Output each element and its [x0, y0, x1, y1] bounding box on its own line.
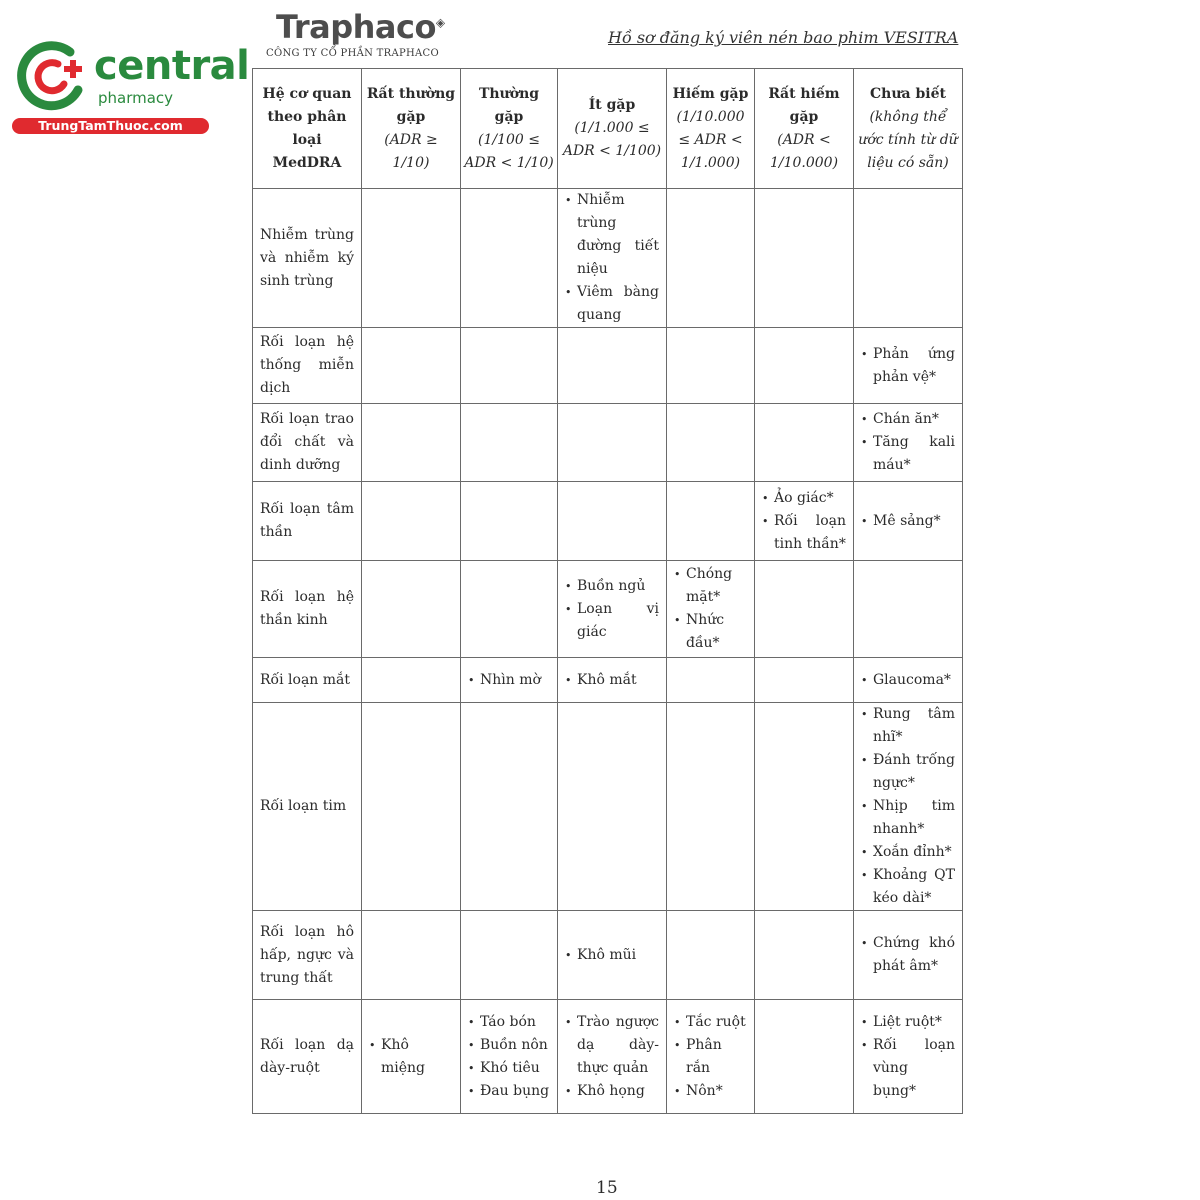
document-title: Hồ sơ đăng ký viên nén bao phim VESITRA [608, 28, 959, 47]
frequency-cell [854, 328, 963, 404]
frequency-cell [362, 911, 461, 1000]
reaction-item: • Chóng mặt* [674, 563, 747, 609]
frequency-cell [755, 911, 854, 1000]
reaction-list [565, 189, 659, 327]
column-header: Hiếm gặp (1/10.000 ≤ ADR < 1/1.000) [667, 69, 755, 189]
reaction-item: • Glaucoma* [861, 669, 955, 692]
reaction-item: • Nhiễm trùng đường tiết niệu [565, 189, 659, 281]
reaction-item: • Đánh trống ngực* [861, 749, 955, 795]
frequency-cell [854, 404, 963, 482]
reaction-list [565, 1011, 659, 1103]
company-full-name: CÔNG TY CỔ PHẦN TRAPHACO [266, 48, 439, 59]
reaction-item: • Phản ứng phản vệ* [861, 343, 955, 389]
reaction-item: • Nôn* [674, 1080, 747, 1103]
frequency-cell [755, 1000, 854, 1114]
frequency-cell [667, 482, 755, 561]
reaction-item: • Nhức đầu* [674, 609, 747, 655]
table-body [253, 189, 963, 1114]
reaction-list [861, 932, 955, 978]
reaction-item: • Nhịp tim nhanh* [861, 795, 955, 841]
brand-mark-icon: ◈ [435, 15, 445, 30]
column-header: Chưa biết (không thể ước tính từ dữ liệu có sẵn) [854, 69, 963, 189]
frequency-cell [667, 658, 755, 703]
frequency-cell [755, 658, 854, 703]
frequency-cell [558, 561, 667, 658]
table-row [253, 561, 963, 658]
frequency-cell [461, 911, 558, 1000]
frequency-cell [854, 911, 963, 1000]
frequency-cell [558, 911, 667, 1000]
logo-site-url: TrungTamThuoc.com [12, 118, 209, 134]
reaction-item: • Rối loạn vùng bụng* [861, 1034, 955, 1103]
logo-sub-name: pharmacy [98, 89, 174, 107]
reaction-list [674, 1011, 747, 1103]
central-pharmacy-logo [12, 36, 250, 136]
page-number: 15 [596, 1178, 618, 1198]
frequency-cell [755, 561, 854, 658]
reaction-item: • Đau bụng [468, 1080, 550, 1103]
column-header: Thường gặp (1/100 ≤ ADR < 1/10) [461, 69, 558, 189]
reaction-item: • Xoắn đỉnh* [861, 841, 955, 864]
pharmacy-cross-logo-icon [12, 38, 92, 118]
reaction-item: • Khô mũi [565, 944, 659, 967]
reaction-item: • Ảo giác* [762, 487, 846, 510]
reaction-item: • Táo bón [468, 1011, 550, 1034]
reaction-item: • Chứng khó phát âm* [861, 932, 955, 978]
reaction-item: • Tắc ruột [674, 1011, 747, 1034]
reaction-item: • Tăng kali máu* [861, 431, 955, 477]
frequency-cell [362, 482, 461, 561]
organ-system-cell: Rối loạn hô hấp, ngực và trung thất [253, 911, 362, 1000]
reaction-list [861, 1011, 955, 1103]
logo-brand-name: central [94, 43, 250, 89]
reaction-list [674, 563, 747, 655]
frequency-cell [667, 911, 755, 1000]
frequency-cell [362, 189, 461, 328]
reaction-list [369, 1034, 453, 1080]
reaction-list [565, 669, 659, 692]
frequency-cell [667, 328, 755, 404]
column-header: Rất thường gặp (ADR ≥ 1/10) [362, 69, 461, 189]
frequency-cell [755, 482, 854, 561]
reaction-list [565, 944, 659, 967]
table-row [253, 328, 963, 404]
reaction-item: • Chán ăn* [861, 408, 955, 431]
adverse-reaction-table [252, 68, 963, 1114]
frequency-cell [854, 658, 963, 703]
company-brand [276, 8, 445, 46]
reaction-list [565, 575, 659, 644]
frequency-cell [362, 658, 461, 703]
frequency-cell [461, 328, 558, 404]
frequency-cell [667, 404, 755, 482]
frequency-cell [362, 1000, 461, 1114]
reaction-list [861, 703, 955, 910]
reaction-item: • Rối loạn tinh thần* [762, 510, 846, 556]
reaction-item: • Buồn nôn [468, 1034, 550, 1057]
frequency-cell [558, 404, 667, 482]
frequency-cell [362, 703, 461, 911]
table-header-row [253, 69, 963, 189]
reaction-item: • Buồn ngủ [565, 575, 659, 598]
organ-system-cell: Rối loạn trao đổi chất và dinh dưỡng [253, 404, 362, 482]
frequency-cell [558, 482, 667, 561]
frequency-cell [558, 328, 667, 404]
reaction-item: • Loạn vị giác [565, 598, 659, 644]
frequency-cell [755, 703, 854, 911]
frequency-cell [854, 561, 963, 658]
table-row [253, 1000, 963, 1114]
frequency-cell [854, 703, 963, 911]
frequency-cell [667, 703, 755, 911]
frequency-cell [461, 658, 558, 703]
table-row [253, 404, 963, 482]
frequency-cell [667, 1000, 755, 1114]
frequency-cell [362, 561, 461, 658]
frequency-cell [461, 703, 558, 911]
table-row [253, 703, 963, 911]
table-row [253, 911, 963, 1000]
reaction-item: • Khoảng QT kéo dài* [861, 864, 955, 910]
reaction-list [861, 669, 955, 692]
frequency-cell [854, 482, 963, 561]
reaction-item: • Viêm bàng quang [565, 281, 659, 327]
reaction-item: • Rung tâm nhĩ* [861, 703, 955, 749]
reaction-list [861, 343, 955, 389]
column-header: Ít gặp (1/1.000 ≤ ADR < 1/100) [558, 69, 667, 189]
reaction-item: • Nhìn mờ [468, 669, 550, 692]
frequency-cell [558, 1000, 667, 1114]
company-brand-text: Traphaco [276, 8, 436, 46]
reaction-item: • Khô họng [565, 1080, 659, 1103]
frequency-cell [558, 658, 667, 703]
organ-system-cell: Rối loạn dạ dày-ruột [253, 1000, 362, 1114]
organ-system-cell: Rối loạn mắt [253, 658, 362, 703]
table-row [253, 658, 963, 703]
frequency-cell [854, 189, 963, 328]
frequency-cell [461, 482, 558, 561]
reaction-item: • Khô miệng [369, 1034, 453, 1080]
frequency-cell [755, 404, 854, 482]
frequency-cell [667, 189, 755, 328]
reaction-list [468, 669, 550, 692]
reaction-item: • Khó tiêu [468, 1057, 550, 1080]
frequency-cell [461, 404, 558, 482]
reaction-list [861, 510, 955, 533]
frequency-cell [461, 1000, 558, 1114]
frequency-cell [854, 1000, 963, 1114]
frequency-cell [667, 561, 755, 658]
table-row [253, 482, 963, 561]
organ-system-cell: Rối loạn tim [253, 703, 362, 911]
organ-system-cell: Rối loạn hệ thống miễn dịch [253, 328, 362, 404]
frequency-cell [755, 328, 854, 404]
column-header: Rất hiếm gặp (ADR < 1/10.000) [755, 69, 854, 189]
reaction-item: • Khô mắt [565, 669, 659, 692]
reaction-list [861, 408, 955, 477]
column-header: Hệ cơ quan theo phân loại MedDRA [253, 69, 362, 189]
frequency-cell [755, 189, 854, 328]
reaction-item: • Phân rắn [674, 1034, 747, 1080]
organ-system-cell: Nhiễm trùng và nhiễm ký sinh trùng [253, 189, 362, 328]
frequency-cell [558, 189, 667, 328]
reaction-list [468, 1011, 550, 1103]
table-row [253, 189, 963, 328]
reaction-item: • Mê sảng* [861, 510, 955, 533]
frequency-cell [362, 328, 461, 404]
frequency-cell [362, 404, 461, 482]
organ-system-cell: Rối loạn tâm thần [253, 482, 362, 561]
reaction-list [762, 487, 846, 556]
frequency-cell [461, 561, 558, 658]
frequency-cell [461, 189, 558, 328]
organ-system-cell: Rối loạn hệ thần kinh [253, 561, 362, 658]
reaction-item: • Trào ngược dạ dày-thực quản [565, 1011, 659, 1080]
reaction-item: • Liệt ruột* [861, 1011, 955, 1034]
frequency-cell [558, 703, 667, 911]
